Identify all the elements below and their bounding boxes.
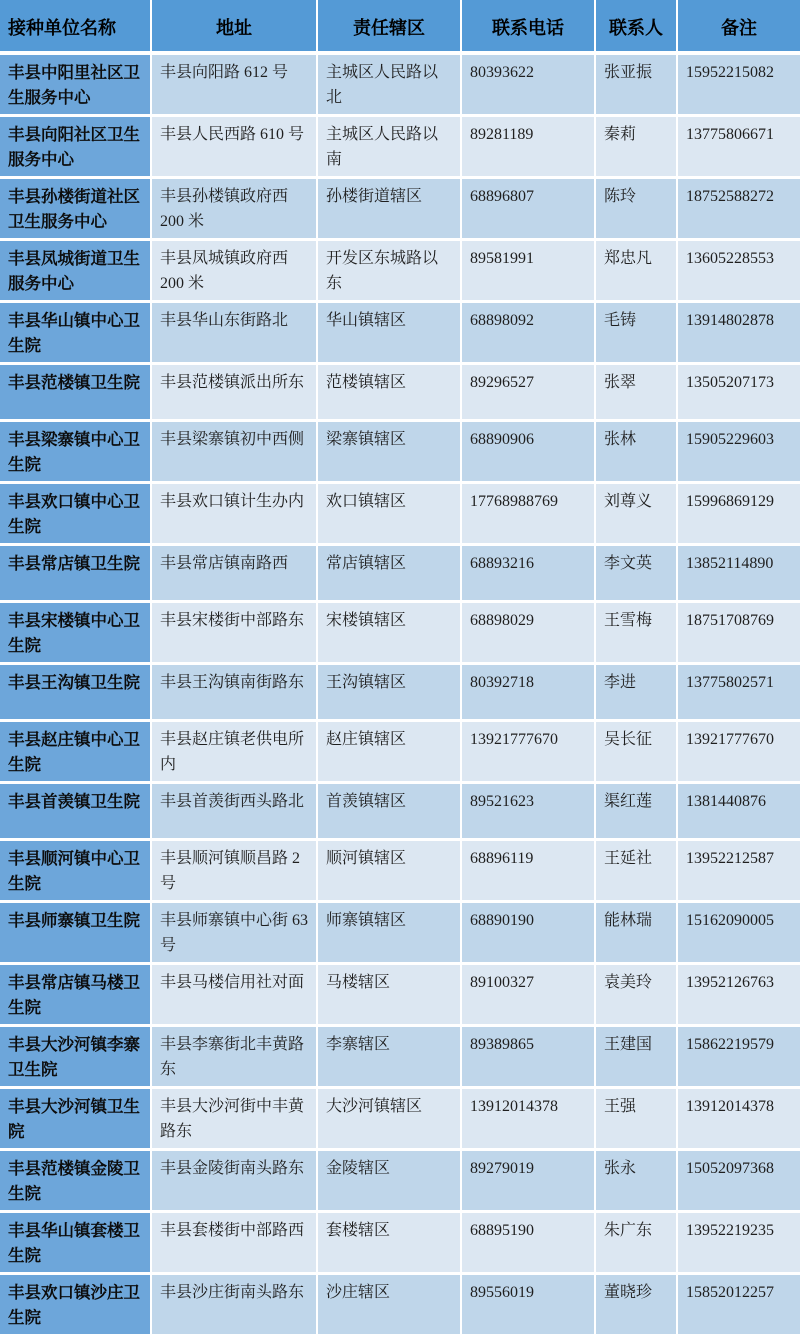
phone-cell: 68890906 — [462, 422, 596, 484]
remark-cell: 18752588272 — [678, 179, 800, 241]
contact-cell: 王建国 — [596, 1027, 678, 1089]
address-cell: 丰县首羡街西头路北 — [152, 784, 318, 841]
contact-cell: 刘尊义 — [596, 484, 678, 546]
unit-name-cell: 丰县大沙河镇李寨卫生院 — [0, 1027, 152, 1089]
remark-cell: 13505207173 — [678, 365, 800, 422]
table-row — [0, 55, 800, 117]
phone-cell: 89521623 — [462, 784, 596, 841]
district-cell: 顺河镇辖区 — [318, 841, 462, 903]
phone-cell: 17768988769 — [462, 484, 596, 546]
contact-cell: 王强 — [596, 1089, 678, 1151]
phone-cell: 13912014378 — [462, 1089, 596, 1151]
remark-cell: 15162090005 — [678, 903, 800, 965]
unit-name-cell: 丰县孙楼街道社区卫生服务中心 — [0, 179, 152, 241]
district-cell: 李寨辖区 — [318, 1027, 462, 1089]
table-body — [0, 55, 800, 1337]
address-cell: 丰县套楼街中部路西 — [152, 1213, 318, 1275]
district-cell: 范楼镇辖区 — [318, 365, 462, 422]
table-row — [0, 665, 800, 722]
table-row — [0, 603, 800, 665]
remark-cell: 13921777670 — [678, 722, 800, 784]
district-cell: 孙楼街道辖区 — [318, 179, 462, 241]
unit-name-cell: 丰县赵庄镇中心卫生院 — [0, 722, 152, 784]
contact-cell: 朱广东 — [596, 1213, 678, 1275]
remark-cell: 15905229603 — [678, 422, 800, 484]
phone-cell: 68898029 — [462, 603, 596, 665]
remark-cell: 15852012257 — [678, 1275, 800, 1337]
phone-cell: 13921777670 — [462, 722, 596, 784]
contact-cell: 张林 — [596, 422, 678, 484]
contact-cell: 郑忠凡 — [596, 241, 678, 303]
table-row — [0, 422, 800, 484]
contact-cell: 秦莉 — [596, 117, 678, 179]
contact-cell: 张翠 — [596, 365, 678, 422]
district-cell: 师寨镇辖区 — [318, 903, 462, 965]
phone-cell: 80392718 — [462, 665, 596, 722]
address-cell: 丰县赵庄镇老供电所内 — [152, 722, 318, 784]
district-cell: 梁寨镇辖区 — [318, 422, 462, 484]
phone-cell: 89581991 — [462, 241, 596, 303]
column-header-district: 责任辖区 — [318, 0, 462, 55]
table-row — [0, 117, 800, 179]
remark-cell: 13912014378 — [678, 1089, 800, 1151]
table-row — [0, 903, 800, 965]
table-row — [0, 965, 800, 1027]
address-cell: 丰县凤城镇政府西 200 米 — [152, 241, 318, 303]
address-cell: 丰县孙楼镇政府西 200 米 — [152, 179, 318, 241]
unit-name-cell: 丰县师寨镇卫生院 — [0, 903, 152, 965]
column-header-remark: 备注 — [678, 0, 800, 55]
address-cell: 丰县华山东街路北 — [152, 303, 318, 365]
contact-cell: 能林瑞 — [596, 903, 678, 965]
table-row — [0, 241, 800, 303]
remark-cell: 13605228553 — [678, 241, 800, 303]
unit-name-cell: 丰县中阳里社区卫生服务中心 — [0, 55, 152, 117]
unit-name-cell: 丰县首羡镇卫生院 — [0, 784, 152, 841]
contact-cell: 袁美玲 — [596, 965, 678, 1027]
contact-cell: 毛铸 — [596, 303, 678, 365]
district-cell: 大沙河镇辖区 — [318, 1089, 462, 1151]
remark-cell: 18751708769 — [678, 603, 800, 665]
phone-cell: 68895190 — [462, 1213, 596, 1275]
table-row — [0, 546, 800, 603]
contact-cell: 王雪梅 — [596, 603, 678, 665]
remark-cell: 1381440876 — [678, 784, 800, 841]
district-cell: 欢口镇辖区 — [318, 484, 462, 546]
address-cell: 丰县欢口镇计生办内 — [152, 484, 318, 546]
contact-cell: 吴长征 — [596, 722, 678, 784]
address-cell: 丰县梁寨镇初中西侧 — [152, 422, 318, 484]
table-row — [0, 1213, 800, 1275]
address-cell: 丰县人民西路 610 号 — [152, 117, 318, 179]
district-cell: 首羡镇辖区 — [318, 784, 462, 841]
contact-cell: 张永 — [596, 1151, 678, 1213]
district-cell: 主城区人民路以南 — [318, 117, 462, 179]
contact-cell: 陈玲 — [596, 179, 678, 241]
district-cell: 套楼辖区 — [318, 1213, 462, 1275]
district-cell: 马楼辖区 — [318, 965, 462, 1027]
table-header — [0, 0, 800, 55]
phone-cell: 68893216 — [462, 546, 596, 603]
phone-cell: 68890190 — [462, 903, 596, 965]
remark-cell: 15952215082 — [678, 55, 800, 117]
address-cell: 丰县常店镇南路西 — [152, 546, 318, 603]
district-cell: 沙庄辖区 — [318, 1275, 462, 1337]
address-cell: 丰县向阳路 612 号 — [152, 55, 318, 117]
table-row — [0, 1027, 800, 1089]
unit-name-cell: 丰县华山镇中心卫生院 — [0, 303, 152, 365]
remark-cell: 13952219235 — [678, 1213, 800, 1275]
unit-name-cell: 丰县常店镇卫生院 — [0, 546, 152, 603]
unit-name-cell: 丰县范楼镇卫生院 — [0, 365, 152, 422]
remark-cell: 13952126763 — [678, 965, 800, 1027]
unit-name-cell: 丰县顺河镇中心卫生院 — [0, 841, 152, 903]
phone-cell: 89296527 — [462, 365, 596, 422]
remark-cell: 13952212587 — [678, 841, 800, 903]
phone-cell: 89100327 — [462, 965, 596, 1027]
address-cell: 丰县大沙河街中丰黄路东 — [152, 1089, 318, 1151]
unit-name-cell: 丰县凤城街道卫生服务中心 — [0, 241, 152, 303]
remark-cell: 13775802571 — [678, 665, 800, 722]
contact-cell: 渠红莲 — [596, 784, 678, 841]
phone-cell: 89281189 — [462, 117, 596, 179]
contact-cell: 张亚振 — [596, 55, 678, 117]
table-row — [0, 179, 800, 241]
contact-cell: 李进 — [596, 665, 678, 722]
unit-name-cell: 丰县范楼镇金陵卫生院 — [0, 1151, 152, 1213]
unit-name-cell: 丰县大沙河镇卫生院 — [0, 1089, 152, 1151]
remark-cell: 13914802878 — [678, 303, 800, 365]
remark-cell: 13852114890 — [678, 546, 800, 603]
contact-cell: 王延社 — [596, 841, 678, 903]
address-cell: 丰县马楼信用社对面 — [152, 965, 318, 1027]
address-cell: 丰县金陵街南头路东 — [152, 1151, 318, 1213]
table-row — [0, 1275, 800, 1337]
table-row — [0, 1151, 800, 1213]
district-cell: 宋楼镇辖区 — [318, 603, 462, 665]
phone-cell: 68898092 — [462, 303, 596, 365]
phone-cell: 68896807 — [462, 179, 596, 241]
contact-cell: 李文英 — [596, 546, 678, 603]
remark-cell: 15862219579 — [678, 1027, 800, 1089]
district-cell: 金陵辖区 — [318, 1151, 462, 1213]
address-cell: 丰县王沟镇南街路东 — [152, 665, 318, 722]
table-row — [0, 784, 800, 841]
address-cell: 丰县沙庄街南头路东 — [152, 1275, 318, 1337]
district-cell: 王沟镇辖区 — [318, 665, 462, 722]
column-header-unit-name: 接种单位名称 — [0, 0, 152, 55]
contact-cell: 董晓珍 — [596, 1275, 678, 1337]
unit-name-cell: 丰县欢口镇沙庄卫生院 — [0, 1275, 152, 1337]
address-cell: 丰县师寨镇中心街 63 号 — [152, 903, 318, 965]
table-row — [0, 841, 800, 903]
address-cell: 丰县顺河镇顺昌路 2 号 — [152, 841, 318, 903]
unit-name-cell: 丰县王沟镇卫生院 — [0, 665, 152, 722]
district-cell: 常店镇辖区 — [318, 546, 462, 603]
table-row — [0, 303, 800, 365]
table-row — [0, 365, 800, 422]
unit-name-cell: 丰县梁寨镇中心卫生院 — [0, 422, 152, 484]
phone-cell: 80393622 — [462, 55, 596, 117]
header-row — [0, 0, 800, 55]
phone-cell: 68896119 — [462, 841, 596, 903]
unit-name-cell: 丰县欢口镇中心卫生院 — [0, 484, 152, 546]
unit-name-cell: 丰县向阳社区卫生服务中心 — [0, 117, 152, 179]
address-cell: 丰县宋楼街中部路东 — [152, 603, 318, 665]
phone-cell: 89279019 — [462, 1151, 596, 1213]
phone-cell: 89389865 — [462, 1027, 596, 1089]
column-header-phone: 联系电话 — [462, 0, 596, 55]
remark-cell: 15052097368 — [678, 1151, 800, 1213]
address-cell: 丰县李寨街北丰黄路东 — [152, 1027, 318, 1089]
column-header-address: 地址 — [152, 0, 318, 55]
table-row — [0, 484, 800, 546]
district-cell: 华山镇辖区 — [318, 303, 462, 365]
column-header-contact: 联系人 — [596, 0, 678, 55]
remark-cell: 15996869129 — [678, 484, 800, 546]
district-cell: 主城区人民路以北 — [318, 55, 462, 117]
unit-name-cell: 丰县宋楼镇中心卫生院 — [0, 603, 152, 665]
district-cell: 开发区东城路以东 — [318, 241, 462, 303]
unit-name-cell: 丰县华山镇套楼卫生院 — [0, 1213, 152, 1275]
address-cell: 丰县范楼镇派出所东 — [152, 365, 318, 422]
table-row — [0, 722, 800, 784]
unit-name-cell: 丰县常店镇马楼卫生院 — [0, 965, 152, 1027]
phone-cell: 89556019 — [462, 1275, 596, 1337]
remark-cell: 13775806671 — [678, 117, 800, 179]
district-cell: 赵庄镇辖区 — [318, 722, 462, 784]
table-row — [0, 1089, 800, 1151]
